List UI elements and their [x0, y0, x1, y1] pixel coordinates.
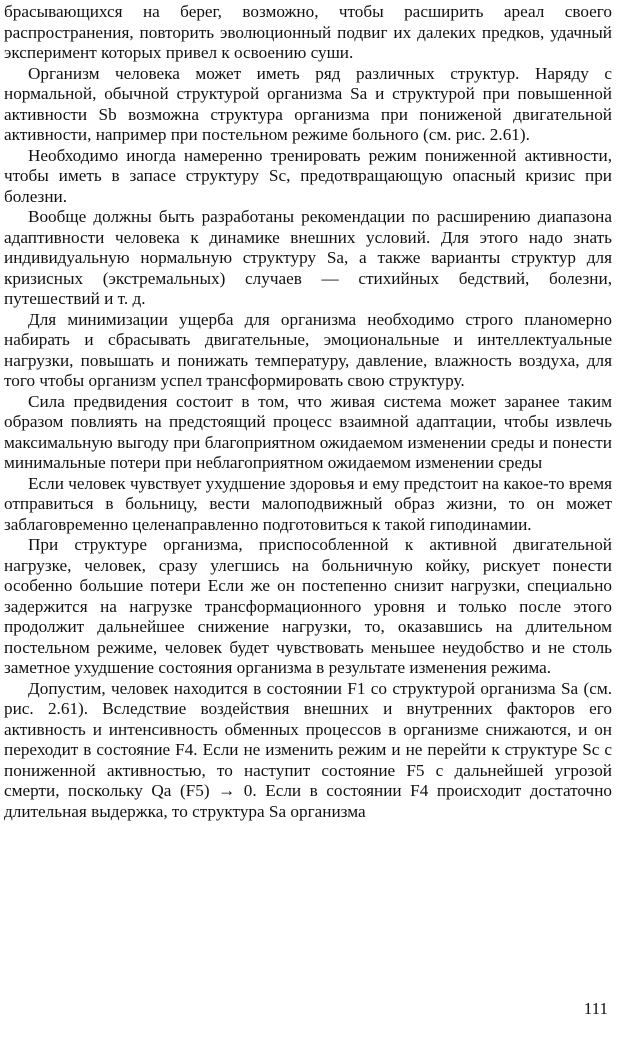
paragraph: Если человек чувствует ухудшение здоровья и ему предстоит на какое-то время отправиться в больницу, вести малоподвижный образ жизни, то он может заблаговременно целенаправленно подготовиться к такой гиподинамии. [4, 473, 612, 534]
paragraph: Вообще должны быть разработаны рекомендации по расширению диапазона адаптивности человека к динамике внешних условий. Для этого надо знать индивидуальную нормальную структуру Sa, а также варианты структур для кризисных (экстремальных) случаев — стихийных бедствий, болезни, путешествий и т. д. [4, 207, 612, 308]
paragraph: Необходимо иногда намеренно тренировать режим пониженной активности, чтобы иметь в запасе структуру Sc, предотвращающую опасный кризис при болезни. [4, 145, 612, 206]
paragraph: При структуре организма, приспособленной к активной двигательной нагрузке, человек, сразу улегшись на больничную койку, рискует понести особенно большие потери Если же он постепенно снизит нагрузки, специально задержится на нагрузке трансформационного уровня и только после этого продолжит дальнейшее снижение нагрузки, то, оказавшись на длительном постельном режиме, человек будет чувствовать меньшее неудобство и не столь заметное ухудшение состояния организма в результате изменения режима. [4, 535, 612, 677]
paragraph: Организм человека может иметь ряд различных структур. Наряду с нормальной, обычной структурой организма Sa и структурой при повышенной активности Sb возможна структура организма при пониженой двигательной активности, например при постельном режиме больного (см. рис. 2.61). [4, 63, 612, 144]
paragraph: Для минимизации ущерба для организма необходимо строго планомерно набирать и сбрасывать двигательные, эмоциональные и интеллектуальные нагрузки, повышать и понижать температуру, давление, влажность воздуха, для того чтобы организм успел трансформировать свою структуру. [4, 309, 612, 390]
book-page [4, 2, 612, 1047]
paragraph: Сила предвидения состоит в том, что живая система может заранее таким образом повлиять на предстоящий процесс взаимной адаптации, чтобы извлечь максимальную выгоду при благоприятном ожидаемом изменении среды и понести минимальные потери при неблагоприятном ожидаемом изменении среды [4, 391, 612, 472]
body-text [4, 2, 612, 822]
paragraph: Допустим, человек находится в состоянии F1 со структурой организма Sa (см. рис. 2.61). Вследствие воздействия внешних и внутренних факторов его активность и интенсивность обменных процессов в организме снижаются, и он переходит в состояние F4. Если не изменить режим и не перейти к структуре Sc с пониженной активностью, то наступит состояние F5 с дальнейшей угрозой смерти, поскольку Qa (F5) → 0. Если в состоянии F4 происходит достаточно длительная выдержка, то структура Sa организма [4, 678, 612, 821]
paragraph-continued: брасывающихся на берег, возможно, чтобы расширить ареал своего распространения, повторить эволюционный подвиг их далеких предков, удачный эксперимент которых привел к освоению суши. [4, 2, 612, 62]
page-number: 111 [583, 999, 608, 1018]
